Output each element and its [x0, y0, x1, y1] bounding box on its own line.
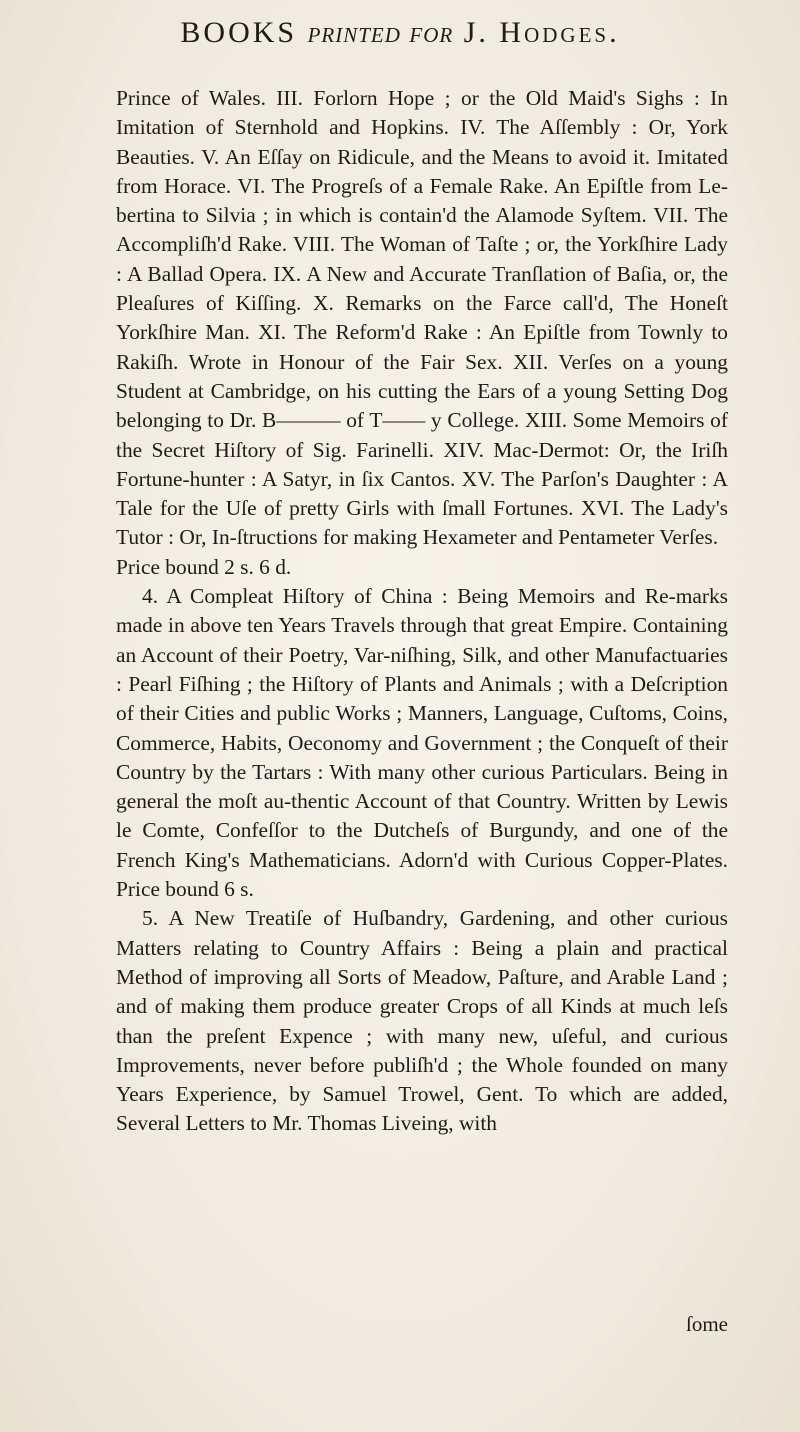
catchword: ſome	[686, 1312, 728, 1336]
paragraph-item-3-price: Price bound 2 s. 6 d.	[116, 554, 292, 579]
running-head-publisher: J. Hodges.	[463, 16, 620, 49]
text-block	[116, 84, 728, 1139]
running-head	[0, 16, 800, 50]
running-head-books: BOOKS	[180, 16, 298, 49]
paragraph-item-4: 4. A Compleat Hiſtory of China : Being Memoirs and Re-marks made in above ten Years Travels through that great Empire. Containing an Account of their Poetry, Var-niſhing, Silk, and other Manufactuaries : Pearl Fiſhing ; the Hiſtory of Plants and Animals ; with a Deſcription of their Cities and public Works ; Manners, Language, Cuſtoms, Coins, Commerce, Habits, Oeconomy and Government ; the Conqueſt of their Country by the Tartars : With many other curious Particulars. Being in general the moſt au-thentic Account of that Country. Written by Lewis le Comte, Confeſſor to the Dutcheſs of Burgundy, and one of the French King's Mathematicians. Adorn'd with Curious Copper-Plates. Price bound 6 s.	[116, 584, 728, 902]
running-head-printed-for: printed for	[307, 16, 454, 49]
paragraph-item-3-contents: Prince of Wales. III. Forlorn Hope ; or the Old Maid's Sighs : In Imitation of Sternhold and Hopkins. IV. The Aſſembly : Or, York Beauties. V. An Eſſay on Ridicule, and the Means to avoid it. Imitated from Horace. VI. The Progreſs of a Female Rake. An Epiſtle from Le-bertina to Silvia ; in which is contain'd the Alamode Syſtem. VII. The Accompliſh'd Rake. VIII. The Woman of Taſte ; or, the Yorkſhire Lady : A Ballad Opera. IX. A New and Accurate Tranſlation of Baſia, or, the Pleaſures of Kiſſing. X. Remarks on the Farce call'd, The Honeſt Yorkſhire Man. XI. The Reform'd Rake : An Epiſtle from Townly to Rakiſh. Wrote in Honour of the Fair Sex. XII. Verſes on a young Student at Cambridge, on his cutting the Ears of a young Setting Dog belonging to Dr. B——— of T—— y College. XIII. Some Memoirs of the Secret Hiſtory of Sig. Farinelli. XIV. Mac-Dermot: Or, the Iriſh Fortune-hunter : A Satyr, in ſix Cantos. XV. The Parſon's Daughter : A Tale for the Uſe of pretty Girls with ſmall Fortunes. XVI. The Lady's Tutor : Or, In-ſtructions for making Hexameter and Pentameter Verſes.	[116, 86, 728, 550]
paragraph-item-5: 5. A New Treatiſe of Huſbandry, Gardening, and other curious Matters relating to Country Affairs : Being a plain and practical Method of improving all Sorts of Meadow, Paſture, and Arable Land ; and of making them produce greater Crops of all Kinds at much leſs than the preſent Expence ; with many new, uſeful, and curious Improvements, never before publiſh'd ; the Whole founded on many Years Experience, by Samuel Trowel, Gent. To which are added, Several Letters to Mr. Thomas Liveing, with	[116, 906, 728, 1136]
